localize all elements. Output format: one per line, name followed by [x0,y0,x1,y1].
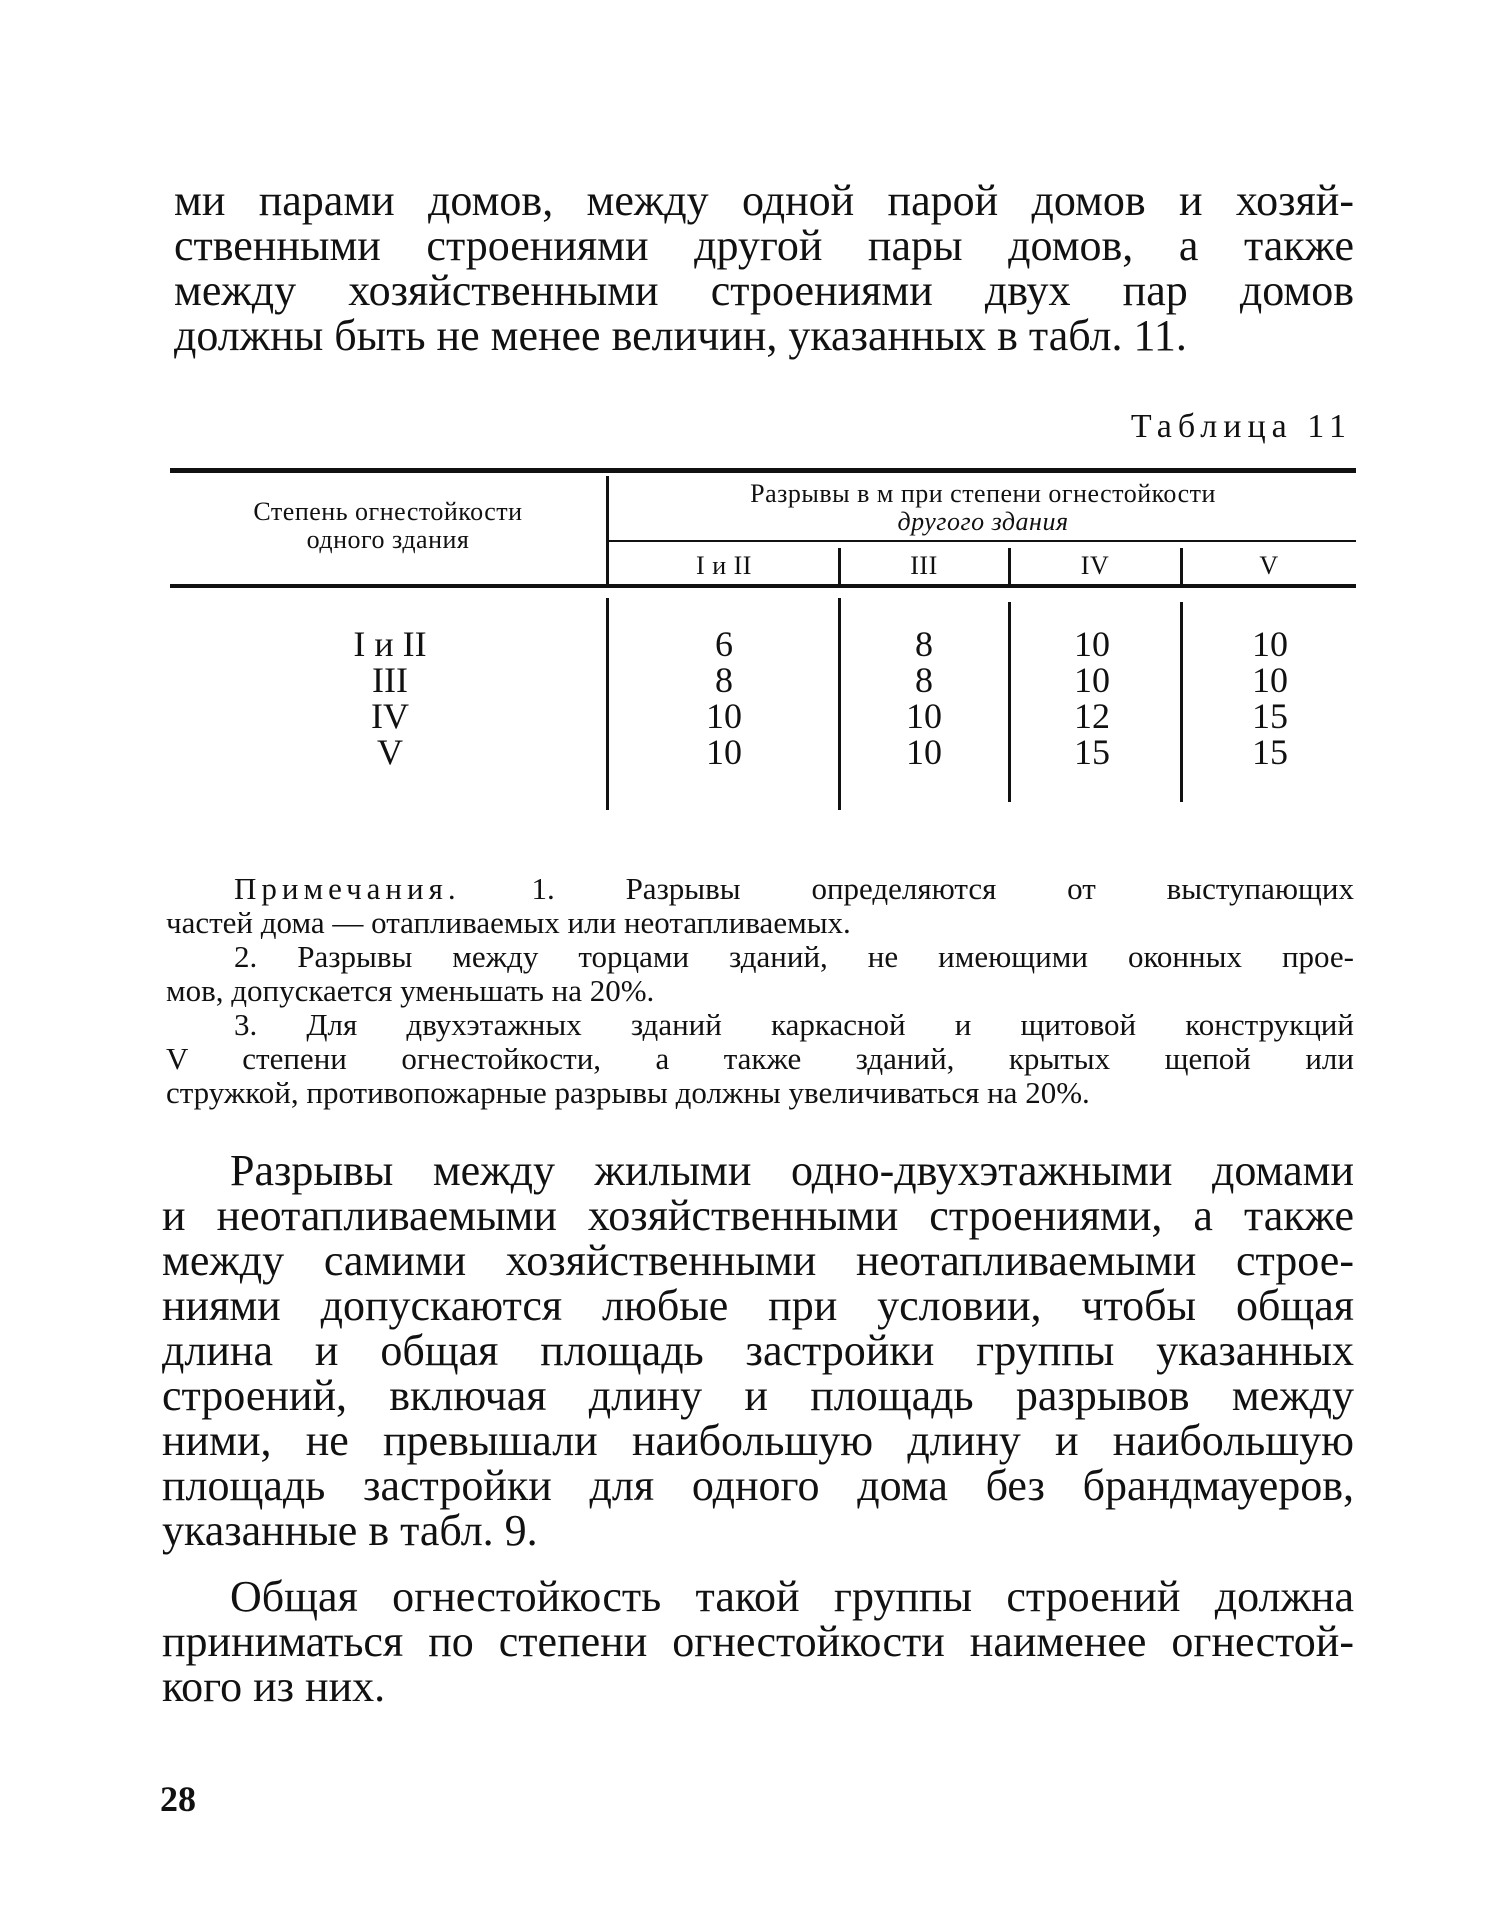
table-cell: 15 [1252,732,1288,772]
text-line: приниматься по степени огнестойкости наименее огнестой- [162,1617,1354,1666]
text-line: ними, не превышали наибольшую длину и наибольшую [162,1416,1354,1465]
table-cell: 10 [1252,660,1288,700]
table-cell: 15 [1074,732,1110,772]
table-cell: 15 [1252,696,1288,736]
text-line: ниями допускаются любые при условии, чтобы общая [162,1281,1354,1330]
note-line [166,872,1354,906]
table-cell: 6 [715,624,733,664]
table-caption: Таблица 11 [1130,408,1352,445]
header-bottom-rule [170,584,1356,588]
table-top-rule [170,468,1356,473]
fire-distance-table [170,468,1356,808]
table-cell: 8 [915,624,933,664]
table-cell: 10 [1252,624,1288,664]
body-divider [1180,602,1183,802]
note-line: V степени огнестойкости, а также зданий, крытых щепой или [166,1041,1354,1076]
notes-title: Примечания. [234,871,461,906]
group-header [610,480,1356,536]
note-line: 3. Для двухэтажных зданий каркасной и щитовой конструкций [234,1007,1354,1042]
table-cell: 10 [706,696,742,736]
table-cell: 12 [1074,696,1110,736]
header-line: Разрывы в м при степени огнестойкости [750,479,1216,508]
table-cell: 8 [715,660,733,700]
header-line: Степень огнестойкости [253,497,523,526]
column-header: III [910,551,938,580]
header-line: другого здания [897,507,1069,536]
text-line: длина и общая площадь застройки группы указанных [162,1326,1354,1375]
text-line: Общая огнестойкость такой группы строений должна [230,1572,1354,1621]
note-text: 1. Разрывы определяются от выступающих [531,871,1354,906]
table-notes [166,872,1354,1110]
table-cell: 10 [906,696,942,736]
row-label: I и II [353,624,427,664]
column-header: V [1259,551,1279,580]
text-line: между самими хозяйственными неотапливаемыми строе- [162,1236,1354,1285]
note-line: мов, допускается уменьшать на 20%. [166,973,655,1008]
note-line: частей дома — отапливаемых или неотапливаемых. [166,905,851,940]
header-divider [606,476,609,588]
text-line: должны быть не менее величин, указанных в табл. 11. [174,311,1187,360]
intro-paragraph [174,178,1354,358]
row-label: III [372,660,408,700]
column-header: I и II [696,551,752,580]
header-group-rule [608,540,1356,542]
header-line: одного здания [306,525,470,554]
row-label-header [170,498,606,554]
text-line: строений, включая длину и площадь разрывов между [162,1371,1354,1420]
text-line: кого из них. [162,1662,386,1711]
text-line: и неотапливаемыми хозяйственными строениями, а также [162,1191,1354,1240]
note-line: 2. Разрывы между торцами зданий, не имеющими оконных прое- [234,939,1354,974]
page-number: 28 [160,1779,196,1819]
body-divider [1008,602,1011,802]
row-label: IV [371,696,409,736]
table-cell: 8 [915,660,933,700]
body-divider [606,598,609,810]
text-line: указанные в табл. 9. [162,1506,538,1555]
row-label: V [377,732,403,772]
table-cell: 10 [706,732,742,772]
column-header: IV [1080,551,1110,580]
table-cell: 10 [1074,624,1110,664]
text-line: между хозяйственными строениями двух пар домов [174,266,1354,315]
text-line: ственными строениями другой пары домов, а также [174,221,1354,270]
table-cell: 10 [1074,660,1110,700]
body-paragraph [162,1148,1354,1553]
table-cell: 10 [906,732,942,772]
note-line: стружкой, противопожарные разрывы должны увеличиваться на 20%. [166,1075,1090,1110]
text-line: Разрывы между жилыми одно-двухэтажными домами [230,1146,1354,1195]
text-line: площадь застройки для одного дома без брандмауеров, [162,1461,1354,1510]
text-line: ми парами домов, между одной парой домов и хозяй- [174,176,1354,225]
body-paragraph [162,1574,1354,1709]
body-divider [838,598,841,810]
